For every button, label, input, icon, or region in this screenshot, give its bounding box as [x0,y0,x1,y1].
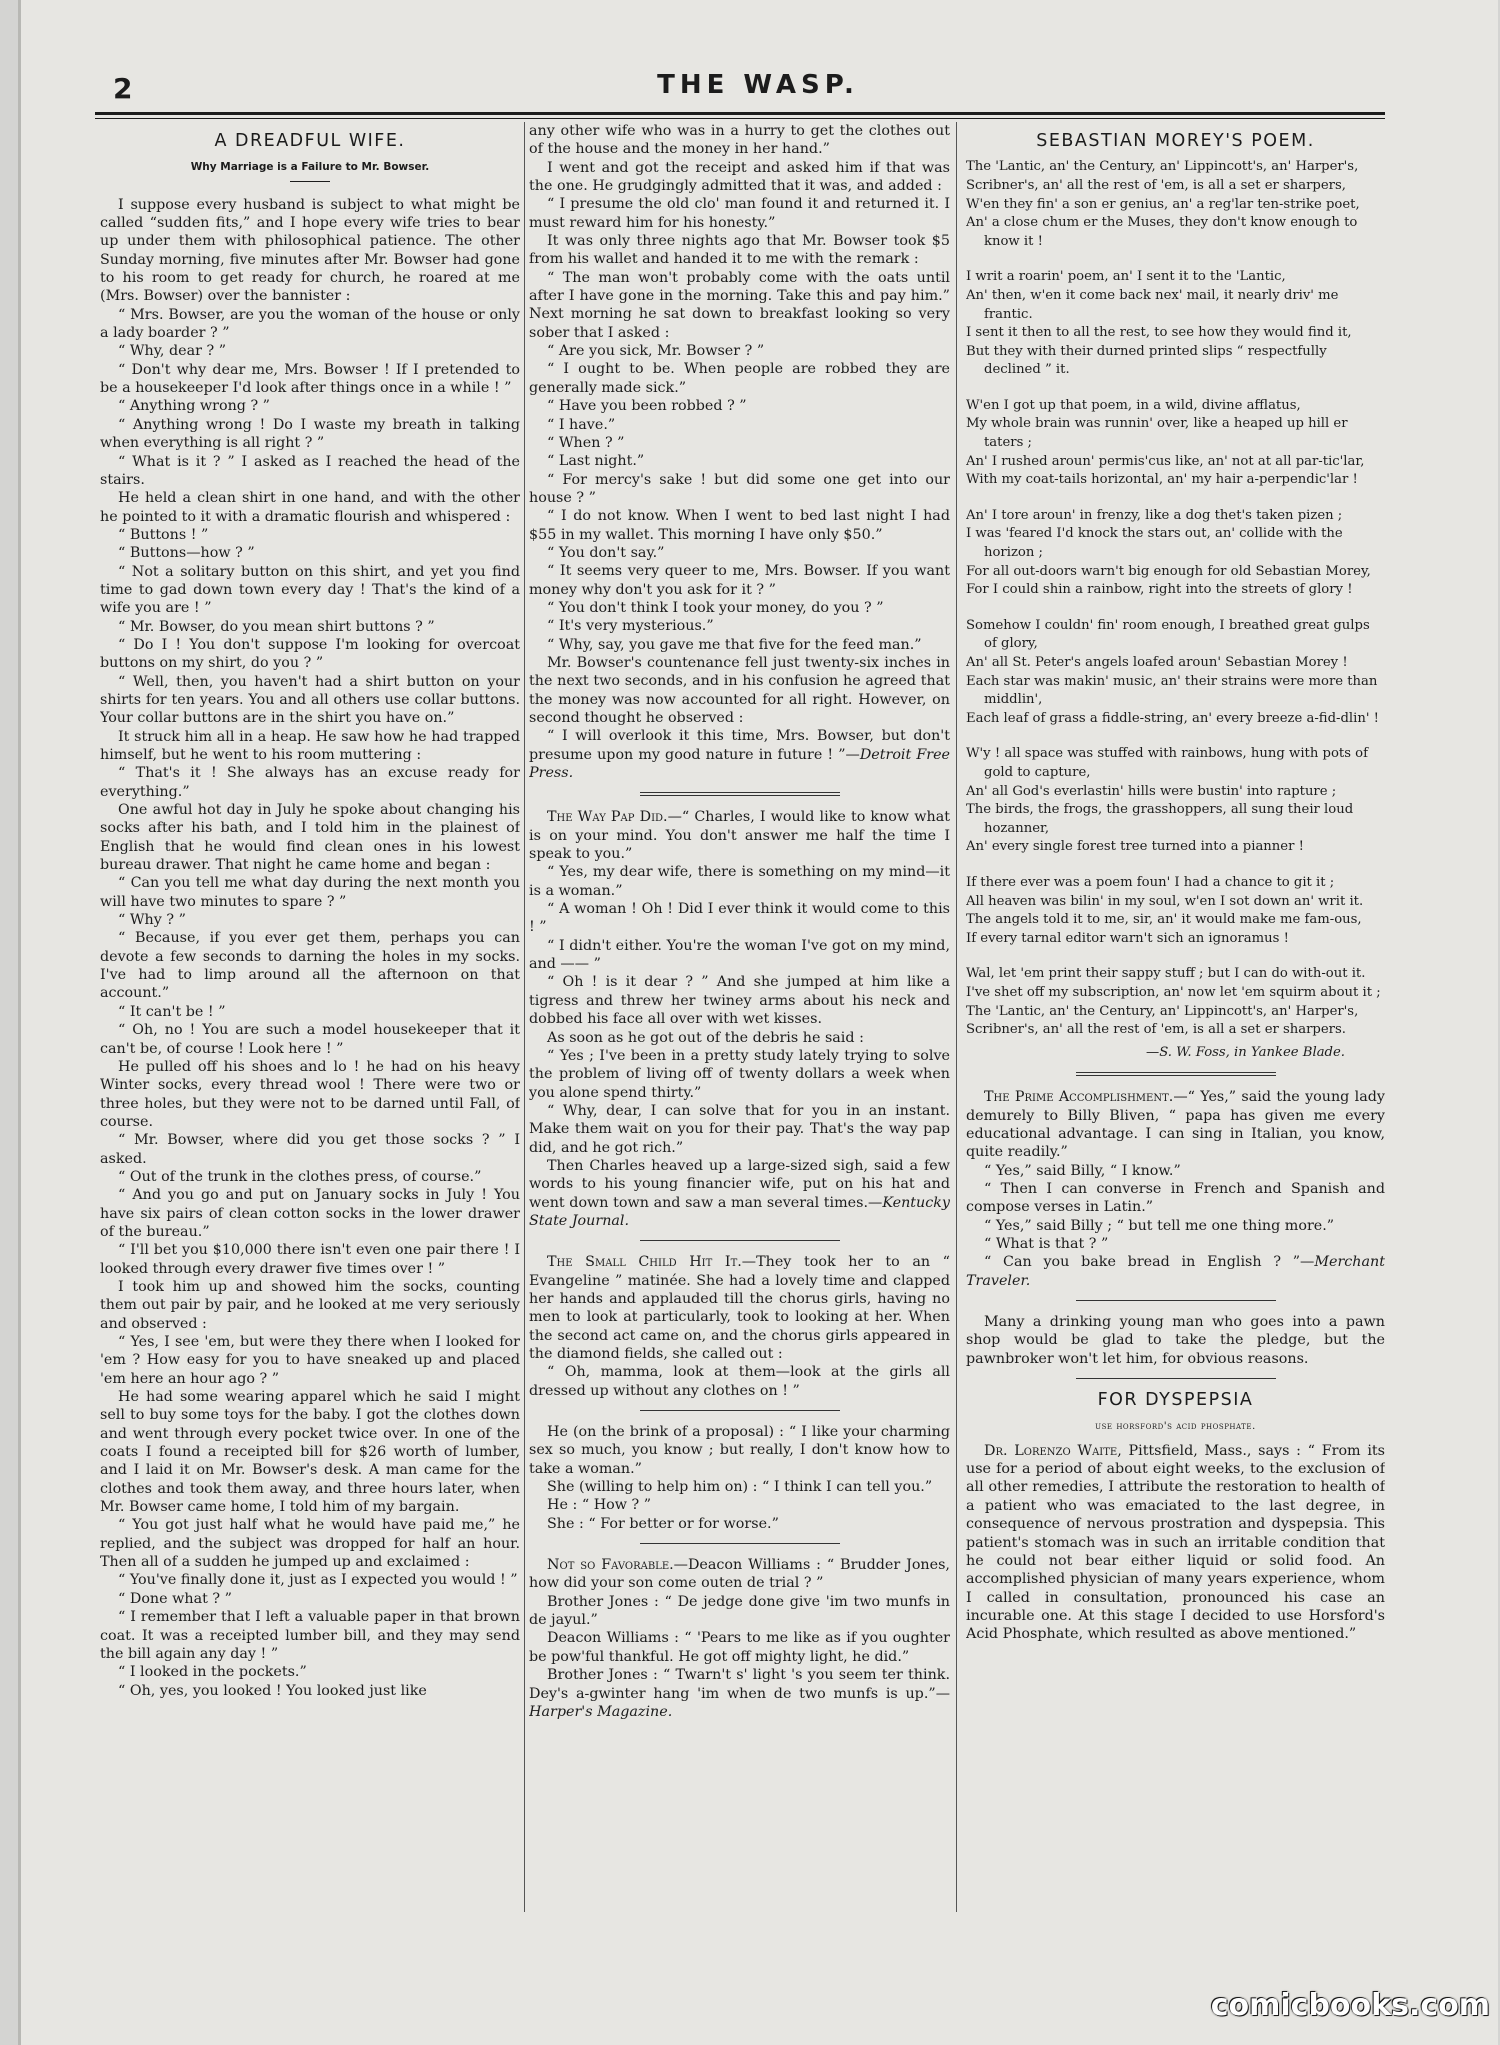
anecdote-body [529,1363,950,1400]
section-separator [640,1240,840,1241]
anecdote-intro: The Way Pap Did.—“ Charles, I would like to know what is on your mind. You don't answer me half the time I speak to you.” [529,809,950,863]
paragraph: “ I remember that I left a valuable paper in that brown coat. It was a receipted lumber bill, and they may send the bill again any day ! ” [100,1609,520,1662]
poem-line: For all out-doors warn't big enough for old Sebastian Morey, [966,563,1371,579]
anecdote-body [529,1423,950,1533]
paragraph: She (willing to help him on) : “ I think I can tell you.” [547,1479,933,1496]
paragraph: “ Oh, yes, you looked ! You looked just like [118,1682,427,1699]
paragraph: any other wife who was in a hurry to get the clothes out of the house and the money in her hand.” [529,123,950,158]
header-rule-thin [95,118,1385,119]
paragraph: “ I do not know. When I went to bed last night I had $55 in my wallet. This morning I have only $50.” [529,508,950,543]
poem-line: An' I tore aroun' in frenzy, like a dog thet's taken pizen ; [966,507,1343,523]
paragraph: “ It seems very queer to me, Mrs. Bowser. If you want money why don't you ask for it ? ” [529,563,950,598]
poem-line: With my coat-tails horizontal, an' my hair a-perpendic'lar ! [966,472,1358,488]
poem-line: Somehow I couldn' fin' room enough, I breathed great gulps of glory, [966,617,1370,652]
column-2 [529,122,950,1922]
paragraph: “ Well, then, you haven't had a shirt button on your shirts for ten years. You and all others use collar buttons. Your collar buttons are in the shirt you have on.” [100,673,520,727]
poem-line: If every tarnal editor warn't sich an ignoramus ! [966,930,1289,946]
paragraph: “ And you go and put on January socks in July ! You have six pairs of clean cotton socks in the lower drawer of the bureau.” [100,1187,520,1240]
poem-line: For I could shin a rainbow, right into the streets of glory ! [966,582,1353,598]
paragraph: “ A woman ! Oh ! Did I ever think it would come to this ! ” [529,901,950,936]
paragraph: “ Yes, my dear wife, there is something on my mind—it is a woman.” [529,864,950,899]
paragraph: He pulled off his shoes and lo ! he had on his heavy Winter socks, every thread wool ! There were two or three holes, but they were not to be darned until Fall, of course. [100,1058,520,1130]
paragraph: “ What is it ? ” I asked as I reached the head of the stairs. [100,453,520,488]
poem-line: An' all St. Peter's angels loafed aroun' Sebastian Morey ! [966,655,1348,670]
poem-line: An' all God's everlastin' hills were bustin' into rapture ; [966,783,1337,799]
header-rule [95,112,1385,115]
poem-line: The birds, the frogs, the grasshoppers, all sung their loud hozanner, [966,802,1354,836]
watermark: comicbooks.com [1210,1988,1490,2023]
poem-line: I've shet off my subscription, an' now let 'em squirm about it ; [966,984,1381,1000]
paragraph: “ What is that ? ” [984,1236,1109,1253]
poem-line: The angels told it to me, sir, an' it would make me fam-ous, [966,912,1362,928]
section-separator [1076,1378,1276,1379]
poem-line: All heaven was bilin' in my soul, w'en I sot down an' writ it. [966,893,1364,909]
poem-line: An' every single forest tree turned into a pianner ! [966,839,1304,855]
paragraph: “ Anything wrong ! Do I waste my breath in talking when everything is all right ? ” [100,416,520,452]
paragraph: I went and got the receipt and asked him if that was the one. He grudgingly admitted that it was, and added : [529,159,950,195]
masthead: THE WASP. [657,70,859,100]
paragraph: He : “ How ? ” [547,1497,652,1514]
poem-line: An' a close chum er the Muses, they don't know enough to know it ! [966,215,1358,249]
paragraph: “ Oh, mamma, look at them—look at the girls all dressed up without any clothes on ! ” [529,1364,950,1399]
paragraph: “ Yes,” said Billy, “ I know.” [984,1162,1181,1179]
poem-stanza [966,745,1385,857]
paragraph: One awful hot day in July he spoke about changing his socks after his bath, and I told him in the plainest of English that he would find clean ones in his lowest bureau drawer. That night he came home and began : [100,802,520,874]
poem-line: I writ a roarin' poem, an' I sent it to the 'Lantic, [966,269,1286,285]
poem-stanza [966,965,1385,1039]
paragraph: Mr. Bowser's countenance fell just twenty-six inches in the next two seconds, and in his confusion he agreed that the money was now accounted for all right. However, on second thought he observed : [529,654,950,726]
paragraph: “ Mr. Bowser, where did you get those socks ? ” I asked. [100,1132,520,1167]
ad-subtitle: use horsford's acid phosphate. [1095,1420,1256,1433]
section-separator [640,1410,840,1411]
poem-stanza [966,507,1385,600]
poem-line: Scribner's, an' all the rest of 'em, is all a set er sharpers, [966,177,1346,193]
paragraph: “ Don't why dear me, Mrs. Bowser ! If I pretended to be a housekeeper I'd look after things once in a while ! ” [100,361,520,397]
column-divider [956,122,957,1912]
paragraph: “ Yes, I see 'em, but were they there when I looked for 'em ? How easy for you to have sneaked up and placed 'em here an hour ago ? ” [100,1334,520,1387]
paragraph: “ Oh ! is it dear ? ” And she jumped at him like a tigress and threw her twiney arms about his neck and dobbed his face all over with wet kisses. [529,974,950,1028]
paragraph: “ Can you bake bread in English ? ”—Merchant Traveler. [966,1254,1385,1289]
paragraph: It struck him all in a heap. He saw how he had trapped himself, but he went to his room muttering : [100,728,520,763]
page-number: 2 [113,72,133,105]
paragraph: I took him up and showed him the socks, counting them out pair by pair, and he looked at me very seriously and observed : [100,1278,520,1332]
paragraph: “ I looked in the pockets.” [118,1664,307,1681]
paragraph: “ Out of the trunk in the clothes press, of course.” [118,1168,482,1185]
anecdote-intro: The Small Child Hit It.—They took her to an “ Evangeline ” matinée. She had a lovely time and clapped her hands and applauded till the chorus girls, having no men to look at particularly, took to looking at her. When the second act came on, and the chorus girls appeared in the diamond fields, she called out : [529,1254,950,1362]
poem-line: Each leaf of grass a fiddle-string, an' every breeze a-fid-dlin' ! [966,710,1379,726]
paragraph: “ That's it ! She always has an excuse ready for everything.” [100,765,520,800]
poem-line: W'en they fin' a son er genius, an' a reg'lar ten-strike poet, [966,196,1360,212]
paragraph: As soon as he got out of the debris he said : [547,1029,864,1046]
article-title: A DREADFUL WIFE. [214,131,406,151]
paragraph: Brother Jones : “ De jedge done give 'im two munfs in de jayul.” [529,1593,950,1629]
paragraph: “ Have you been robbed ? ” [547,398,747,415]
paragraph: “ Oh, no ! You are such a model housekeeper that it can't be, of course ! Look here ! ” [100,1022,520,1057]
paragraph: I suppose every husband is subject to what might be called “sudden fits,” and I hope every wife tries to bear up under them with philosophical patience. The other Sunday morning, five minutes after Mr. Bowser had gone to his room to get ready for church, he roared at me (Mrs. Bowser) over the bannister : [100,196,520,305]
poem-line: W'y ! all space was stuffed with rainbows, hung with pots of gold to capture, [966,746,1368,780]
paragraph: “ Yes ; I've been in a pretty study lately trying to solve the problem of living off of twenty dollars a week when you alone spend thirty.” [529,1047,950,1101]
poem-stanza [966,268,1385,380]
section-separator [640,1543,840,1544]
anecdote-intro: The Prime Accomplishment.—“ Yes,” said the young lady demurely to Billy Bliven, “ papa has given me every educational advantage. I can sing in Italian, you know, quite readily.” [966,1089,1385,1161]
paragraph: “ I presume the old clo' man found it and returned it. I must reward him for his honesty.” [529,196,950,231]
source-citation: Kentucky State Journal. [529,1194,950,1229]
paragraph: “ Buttons ! ” [118,526,209,543]
paragraph: “ Buttons—how ? ” [118,545,255,562]
paragraph: He held a clean shirt in one hand, and with the other he pointed to it with a dramatic flourish and whispered : [100,490,520,525]
paragraph: “ Why, dear ? ” [118,343,227,360]
poem-stanza [966,874,1385,948]
paragraph: “ Why, say, you gave me that five for the feed man.” [547,636,922,653]
filler-paragraph: Many a drinking young man who goes into a pawn shop would be glad to take the pledge, but the pawnbroker won't let him, for obvious reasons. [966,1314,1385,1367]
section-separator [640,792,840,796]
poem-line: The 'Lantic, an' the Century, an' Lippincott's, an' Harper's, [966,159,1359,175]
poem-line: My whole brain was runnin' over, like a heaped up hill er taters ; [966,416,1348,451]
paragraph: “ You don't think I took your money, do you ? ” [547,599,884,616]
poem-body [966,158,1385,1039]
poem-stanza [966,397,1385,490]
paragraph: “ Why ? ” [118,912,186,929]
paragraph: “ Yes,” said Billy ; “ but tell me one thing more.” [984,1217,1335,1234]
article-body-continued [529,122,950,782]
column-3 [966,122,1385,1922]
anecdote-body [529,1593,950,1721]
article-subtitle: Why Marriage is a Failure to Mr. Bowser. [190,161,430,174]
paragraph: “ I'll bet you $10,000 there isn't even one pair there ! I looked through every drawer five times over ! ” [100,1242,520,1277]
paragraph: Deacon Williams : “ 'Pears to me like as if you oughter be pow'ful thankful. He got off mighty light, he did.” [529,1630,950,1665]
paragraph: “ Mrs. Bowser, are you the woman of the house or only a lady boarder ? ” [100,306,520,342]
poem-line: I was 'feared I'd knock the stars out, an' collide with the horizon ; [966,526,1343,561]
paragraph: “ Can you tell me what day during the next month you will have two minutes to spare ? ” [100,875,520,910]
paragraph: Then Charles heaved up a large-sized sigh, said a few words to his young financier wife, put on his hat and went down town and saw a man several times.—Kentucky State Journal. [529,1157,950,1229]
poem-title: SEBASTIAN MOREY'S POEM. [1036,131,1315,151]
anecdote-body [529,863,950,1230]
paragraph: He had some wearing apparel which he said I might sell to buy some toys for the baby. I got the clothes down and went through every pocket twice over. In one of the coats I found a receipted bill for $26 worth of lumber, and I laid it on Mr. Bowser's desk. A man came for the clothes and took them away, and three hours later, when Mr. Bowser came home, I told him of my bargain. [100,1389,520,1516]
paragraph: “ Last night.” [547,453,645,470]
source-citation: Detroit Free Press. [529,746,950,782]
poem-stanza [966,617,1385,729]
column-divider [524,122,525,1912]
paragraph: “ I didn't either. You're the woman I've got on my mind, and —— ” [529,937,950,973]
source-citation: Harper's Magazine. [529,1703,673,1720]
poem-stanza [966,158,1385,251]
poem-line: An' I rushed aroun' permis'cus like, an' not at all par-tic'lar, [966,453,1365,469]
paragraph: “ Then I can converse in French and Spanish and compose verses in Latin.” [966,1181,1385,1216]
paragraph: “ Are you sick, Mr. Bowser ? ” [547,343,765,360]
source-citation: Merchant Traveler. [966,1254,1385,1289]
title-rule [290,181,330,182]
paragraph: “ It's very mysterious.” [547,618,714,635]
paragraph: “ Not a solitary button on this shirt, and yet you find time to gad down town every day ! That's the kind of a wife you are ! ” [100,563,520,617]
paragraph: “ For mercy's sake ! but did some one get into our house ? ” [529,471,950,506]
poem-line: Scribner's, an' all the rest of 'em, is all a set er sharpers. [966,1022,1346,1038]
page-header [113,62,1403,112]
ad-title: FOR DYSPEPSIA [1097,1390,1254,1411]
poem-line: An' then, w'en it come back nex' mail, it nearly driv' me frantic. [966,287,1339,322]
paragraph: Brother Jones : “ Twarn't s' light 's you seem ter think. Dey's a-gwinter hang 'im when de two munfs is up.”—Harper's Magazine. [529,1667,950,1720]
poem-line: If there ever was a poem foun' I had a chance to git it ; [966,874,1335,890]
paragraph: “ You got just half what he would have paid me,” he replied, and the subject was dropped for half an hour. Then all of a sudden he jumped up and exclaimed : [100,1517,520,1571]
poem-line: Wal, let 'em print their sappy stuff ; but I can do with-out it. [966,966,1366,982]
paragraph: “ I ought to be. When people are robbed they are generally made sick.” [529,361,950,396]
paragraph: It was only three nights ago that Mr. Bowser took $5 from his wallet and handed it to me with the remark : [529,233,950,268]
paragraph: He (on the brink of a proposal) : “ I like your charming sex so much, you know ; but really, I don't know how to take a woman.” [529,1424,950,1477]
paragraph: “ Anything wrong ? ” [118,398,270,415]
paragraph: “ You don't say.” [547,544,665,561]
poem-attribution: —S. W. Foss, in Yankee Blade. [1146,1044,1345,1060]
paragraph: “ When ? ” [547,434,625,451]
paragraph: She : “ For better or for worse.” [547,1515,779,1532]
paragraph: “ Why, dear, I can solve that for you in an instant. Make them wait on you for their pay. That's the way pap did, and he got rich.” [529,1102,950,1156]
ad-body: Dr. Lorenzo Waite, Pittsfield, Mass., says : “ From its use for a period of about eight weeks, to the exclusion of all other remedies, I attribute the restoration to health of a patient who was emaciated to the last degree, in consequence of nervous prostration and dyspepsia. This patient's stomach was in such an irritable condition that he could not bear either liquid or solid food. An accomplished physician of many years experience, whom I called in consultation, pronounced his case an incurable one. At this stage I decided to use Horsford's Acid Phosphate, which resulted as above mentioned.” [966,1442,1385,1643]
paragraph: “ Mr. Bowser, do you mean shirt buttons ? ” [118,618,435,635]
poem-line: The 'Lantic, an' the Century, an' Lippincott's, an' Harper's, [966,1003,1359,1019]
paragraph: “ Do I ! You don't suppose I'm looking for overcoat buttons on my shirt, do you ? ” [100,636,520,672]
paragraph: “ The man won't probably come with the oats until after I have gone in the morning. Take this and pay him.” Next morning he sat down to breakfast looking so very sober that I asked : [529,269,950,341]
poem-line: But they with their durned printed slips “ respectfully declined ” it. [966,343,1327,378]
poem-line: Each star was makin' music, an' their strains were more than middlin', [966,673,1378,708]
paragraph: “ I have.” [547,416,616,433]
paragraph: “ I will overlook it this time, Mrs. Bowser, but don't presume upon my good nature in future ! ”—Detroit Free Press. [529,728,950,782]
paragraph: “ It can't be ! ” [118,1003,226,1020]
anecdote-body [966,1162,1385,1290]
column-1 [100,122,520,1922]
section-separator [1076,1072,1276,1076]
poem-line: I sent it then to all the rest, to see how they would find it, [966,325,1352,341]
poem-line: W'en I got up that poem, in a wild, divine afflatus, [966,397,1301,413]
article-body [100,196,520,1700]
paragraph: “ Because, if you ever get them, perhaps you can devote a few seconds to darning the holes in my socks. I've had to limp around all the afternoon on that account.” [100,930,520,1002]
paragraph: “ You've finally done it, just as I expected you would ! ” [118,1572,518,1589]
anecdote-intro: Not so Favorable.—Deacon Williams : “ Brudder Jones, how did your son come outen de trial ? ” [529,1557,950,1592]
section-separator [1076,1300,1276,1301]
paragraph: “ Done what ? ” [118,1590,232,1607]
